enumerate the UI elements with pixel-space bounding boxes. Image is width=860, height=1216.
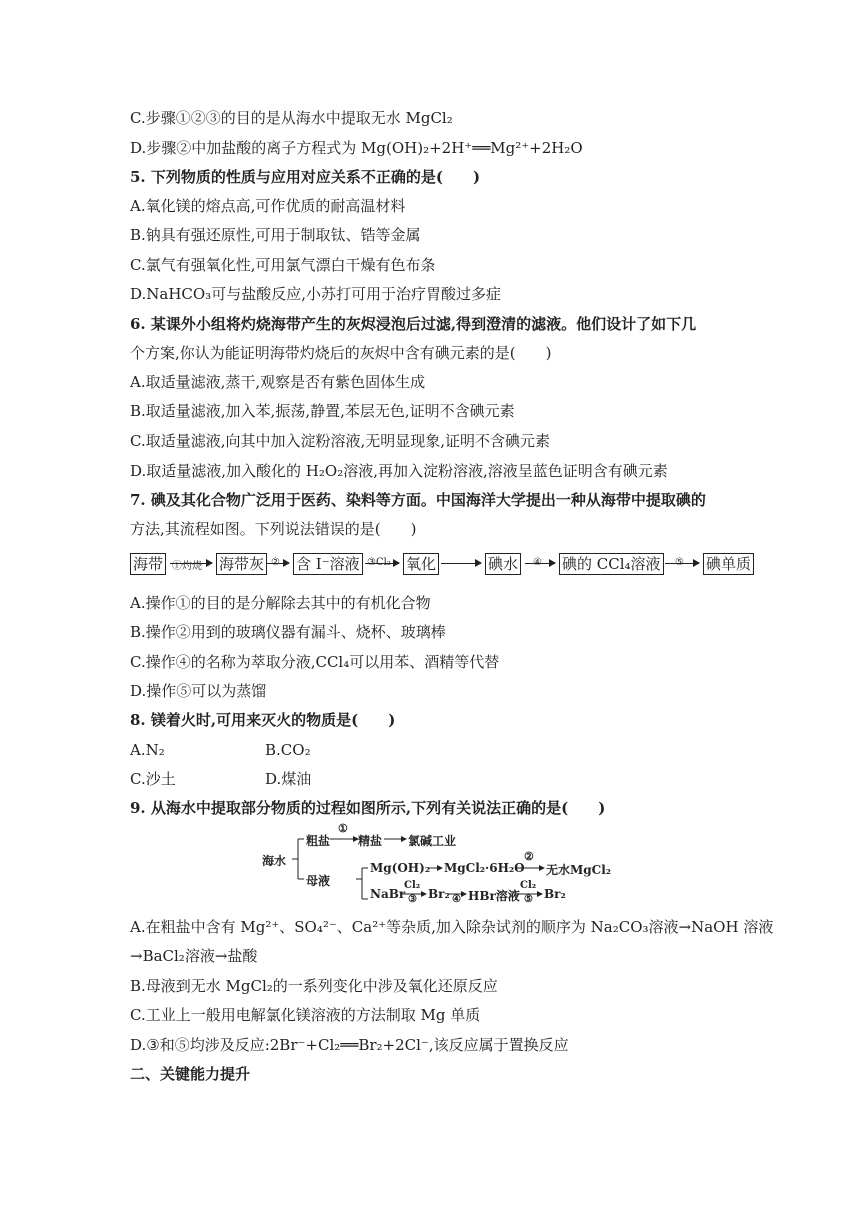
q6-option-b: B.取适量滤液,加入苯,振荡,静置,苯层无色,证明不含碘元素 — [130, 402, 515, 420]
question-8: 8. 镁着火时,可用来灭火的物质是( ) — [130, 711, 396, 729]
diag-br2-b: Br₂ — [544, 887, 566, 901]
diag-refined-salt: 精盐 — [358, 834, 383, 848]
diag-hbr-solution: HBr溶液 — [468, 889, 520, 903]
question-6: 6. 某课外小组将灼烧海带产生的灰烬浸泡后过滤,得到澄清的滤液。他们设计了如下几 — [130, 315, 697, 333]
flow-box-iodide: 含 I⁻溶液 — [293, 553, 363, 575]
q8-option-b: B.CO₂ — [265, 741, 311, 759]
q5-option-b: B.钠具有强还原性,可用于制取钛、锆等金属 — [130, 226, 421, 244]
q9-option-c: C.工业上一般用电解氯化镁溶液的方法制取 Mg 单质 — [130, 1006, 481, 1024]
flow-box-oxidize: 氧化 — [403, 553, 439, 575]
q5-option-a: A.氧化镁的熔点高,可作优质的耐高温材料 — [130, 197, 406, 215]
diag-step-1: ① — [338, 822, 348, 835]
flow-arrow-3: ③Cl₂ — [365, 563, 399, 564]
flow-arrow-2: ② — [267, 563, 289, 564]
flow-box-ash: 海带灰 — [216, 553, 267, 575]
flow-arrow-6: ⑤ — [665, 563, 699, 564]
q7-option-a: A.操作①的目的是分解除去其中的有机化合物 — [130, 594, 431, 612]
q7-option-b: B.操作②用到的玻璃仪器有漏斗、烧杯、玻璃棒 — [130, 623, 446, 641]
q6-option-c: C.取适量滤液,向其中加入淀粉溶液,无明显现象,证明不含碘元素 — [130, 432, 551, 450]
diag-crude-salt: 粗盐 — [306, 834, 331, 848]
q9-option-a-cont: →BaCl₂溶液→盐酸 — [130, 947, 258, 965]
flow-arrow-1: ①灼烧 — [170, 563, 212, 564]
q8-option-c: C.沙土 — [130, 770, 176, 788]
q6-option-a: A.取适量滤液,蒸干,观察是否有紫色固体生成 — [130, 373, 426, 391]
diag-step-4: ④ — [452, 894, 461, 905]
question-9: 9. 从海水中提取部分物质的过程如图所示,下列有关说法正确的是( ) — [130, 799, 606, 817]
q5-option-c: C.氯气有强氧化性,可用氯气漂白干燥有色布条 — [130, 256, 436, 274]
q6-option-d: D.取适量滤液,加入酸化的 H₂O₂溶液,再加入淀粉溶液,溶液呈蓝色证明含有碘元素 — [130, 462, 668, 480]
flow-box-iodine: 碘单质 — [703, 553, 754, 575]
question-5: 5. 下列物质的性质与应用对应关系不正确的是( ) — [130, 168, 481, 186]
flow-box-seaweed: 海带 — [130, 553, 166, 575]
diag-chlor-alkali: 氯碱工业 — [408, 834, 457, 848]
q5-option-d: D.NaHCO₃可与盐酸反应,小苏打可用于治疗胃酸过多症 — [130, 285, 501, 303]
q7-option-c: C.操作④的名称为萃取分液,CCl₄可以用苯、酒精等代替 — [130, 653, 500, 671]
diag-anhydrous-mgcl2: 无水MgCl₂ — [546, 863, 612, 877]
flow-box-iodine-water: 碘水 — [485, 553, 521, 575]
diag-step-5: ⑤ — [524, 894, 533, 905]
seawater-diagram — [262, 822, 622, 905]
line-step-c: C.步骤①②③的目的是从海水中提取无水 MgCl₂ — [130, 109, 453, 127]
diag-cl2-b: Cl₂ — [520, 880, 537, 891]
diag-step-2: ② — [524, 850, 534, 863]
q9-option-b: B.母液到无水 MgCl₂的一系列变化中涉及氧化还原反应 — [130, 977, 498, 995]
q9-option-d: D.③和⑤均涉及反应:2Br⁻+Cl₂══Br₂+2Cl⁻,该反应属于置换反应 — [130, 1036, 569, 1054]
diag-seawater: 海水 — [262, 854, 287, 868]
diag-nabr: NaBr — [370, 887, 406, 901]
line-step-d: D.步骤②中加盐酸的离子方程式为 Mg(OH)₂+2H⁺══Mg²⁺+2H₂O — [130, 139, 583, 157]
diag-br2-a: Br₂ — [428, 887, 450, 901]
diag-mother-liquor: 母液 — [306, 874, 331, 888]
diag-mgcl2-hydrate: MgCl₂·6H₂O — [444, 861, 525, 875]
question-6-cont: 个方案,你认为能证明海带灼烧后的灰烬中含有碘元素的是( ) — [130, 344, 552, 362]
flow-arrow-5: ④ — [525, 563, 555, 564]
section-heading: 二、关键能力提升 — [130, 1065, 251, 1083]
q9-option-a: A.在粗盐中含有 Mg²⁺、SO₄²⁻、Ca²⁺等杂质,加入除杂试剂的顺序为 Na₂CO₃溶液→NaOH 溶液 — [130, 918, 774, 936]
flow-arrow-4 — [441, 563, 481, 564]
question-7-cont: 方法,其流程如图。下列说法错误的是( ) — [130, 520, 417, 538]
question-7: 7. 碘及其化合物广泛用于医药、染料等方面。中国海洋大学提出一种从海带中提取碘的 — [130, 491, 706, 509]
q7-option-d: D.操作⑤可以为蒸馏 — [130, 682, 267, 700]
diag-cl2-a: Cl₂ — [404, 880, 421, 891]
q8-option-d: D.煤油 — [265, 770, 312, 788]
flow-box-ccl4: 碘的 CCl₄溶液 — [559, 553, 664, 575]
diag-mgoh2: Mg(OH)₂ — [370, 861, 431, 875]
q8-option-a: A.N₂ — [130, 741, 165, 759]
diag-step-3: ③ — [408, 894, 417, 905]
